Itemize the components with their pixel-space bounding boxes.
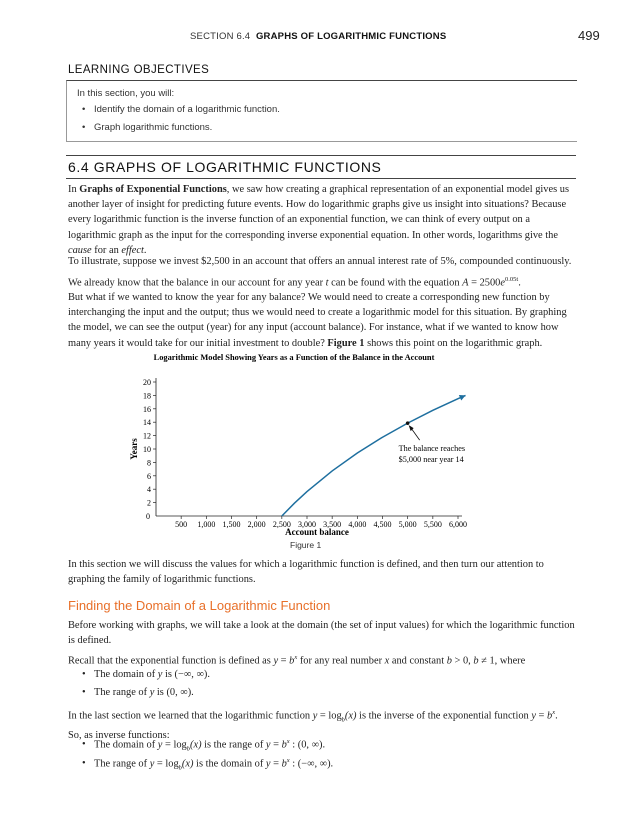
section-rule [66, 155, 576, 156]
bullet-range-log: • The range of $y = \log_b(x)$ is the domain of $y = b^x$ : (−∞, ∞). [82, 757, 334, 772]
objective-item: • Identify the domain of a logarithmic function. [82, 104, 280, 115]
learning-objectives-intro: In this section, you will: [77, 88, 175, 99]
x-tick-label: 4,000 [348, 520, 367, 529]
y-tick-label: 6 [147, 471, 151, 481]
y-tick-label: 12 [143, 431, 151, 441]
y-ticks [143, 378, 156, 521]
page-header [0, 30, 630, 46]
figure-caption: Figure 1 [290, 540, 322, 550]
annotation-point [406, 421, 410, 425]
x-tick-label: 3,000 [298, 520, 316, 529]
origin-label: 0 [146, 512, 150, 521]
x-tick-label: 2,000 [247, 520, 266, 529]
y-tick-label: 4 [147, 485, 151, 495]
section-summary-paragraph: In this section we will discuss the values for which a logarithmic function is defined, and then turn our attention to graphing the family of logarithmic functions. [68, 559, 544, 586]
annotation-text: $5,000 near year 14 [398, 455, 464, 465]
x-axis-label: Account balance [285, 527, 349, 536]
learning-objectives-title: LEARNING OBJECTIVES [68, 64, 210, 76]
objective-text: Graph logarithmic functions. [94, 122, 213, 133]
x-tick-label: 6,000 [449, 520, 467, 529]
y-tick-label: 2 [147, 498, 151, 508]
y-axis-label: Years [129, 438, 139, 460]
running-header [190, 31, 446, 42]
x-tick-label: 1,500 [222, 520, 241, 529]
link-graphs-exponential[interactable]: Graphs of Exponential Functions [79, 184, 227, 195]
bullet-domain-log: • The domain of $y = \log_b(x)$ is the range of $y = b^x$ : (0, ∞). [82, 738, 326, 753]
equation-paragraph: We already know that the balance in our account for any year t can be found with the equation $A = 2500e^{0.05t}$. [68, 276, 521, 289]
x-tick-label: 5,500 [423, 520, 442, 529]
y-tick-label: 16 [143, 404, 151, 414]
figure-reference[interactable]: Figure 1 [327, 337, 365, 349]
section-header-title: GRAPHS OF LOGARITHMIC FUNCTIONS [255, 31, 447, 42]
inverse-paragraph: But what if we wanted to know the year for any balance? We would need to create a corresponding new function by interchanging the input and the output; thus we would need to create a logarithmic model for this situation. By graphing the model, we can see the output (year) for any input (account balance). For instance, what if we wanted to know how many years it would take for our initial investment to double? Figure 1 shows this point on the logarithmic graph. [68, 292, 567, 349]
x-tick-label: 5,000 [398, 520, 417, 529]
annotation-text: The balance reaches [398, 444, 466, 454]
chart-title: Logarithmic Model Showing Years as a Function of the Balance in the Account [153, 353, 435, 362]
y-tick-label: 20 [143, 378, 151, 387]
section-rule-bottom [66, 178, 576, 179]
section-prefix: SECTION 6.4 [190, 31, 251, 42]
inverse-functions-paragraph: In the last section we learned that the logarithmic function $y = \log_b(x)$ is the inverse of the exponential function $y = b^x$. So, as inverse functions: [68, 709, 558, 741]
x-tick-label: 2,500 [272, 520, 291, 529]
y-tick-label: 10 [143, 445, 151, 454]
y-tick-label: 14 [143, 418, 151, 428]
x-tick-label: 4,500 [373, 520, 392, 529]
y-tick-label: 18 [143, 391, 151, 401]
x-tick-label: 3,500 [323, 520, 342, 529]
y-tick-label: 8 [147, 458, 151, 468]
section-title: 6.4 GRAPHS OF LOGARITHMIC FUNCTIONS [68, 159, 382, 175]
log-model-chart [124, 350, 494, 536]
objective-item: • Graph logarithmic functions. [82, 122, 213, 133]
objective-text: Identify the domain of a logarithmic function. [94, 104, 280, 115]
x-tick-label: 1,000 [197, 520, 216, 529]
subsection-title: Finding the Domain of a Logarithmic Function [68, 598, 331, 613]
page-number: 499 [578, 28, 600, 43]
chart-annotation [399, 421, 465, 464]
domain-intro-paragraph: Before working with graphs, we will take a look at the domain (the set of input values) for which the logarithmic function is defined. [68, 620, 575, 647]
recall-paragraph: Recall that the exponential function is defined as $y = b^x$ for any real number x and constant b > 0, b ≠ 1, where [68, 654, 526, 667]
bullet-range-exp: • The range of y is (0, ∞). [82, 687, 194, 698]
illustrate-paragraph: To illustrate, suppose we invest $2,500 in an account that offers an annual interest rate of 5%, compounded continuously. [68, 256, 572, 267]
bullet-domain-exp: • The domain of y is (−∞, ∞). [82, 669, 210, 680]
intro-paragraph: In Graphs of Exponential Functions, we saw how creating a graphical representation of an exponential model gives us another layer of insight for predicting future events. How do logarithmic graphs give us insight into situations? Because every logarithmic function is the inverse function of an exponential function, we can think of every output on a logarithmic graph as the input for the corresponding inverse exponential equation. In other words, logarithms give the cause for an effect. [68, 184, 569, 256]
x-tick-label: 500 [175, 520, 188, 529]
